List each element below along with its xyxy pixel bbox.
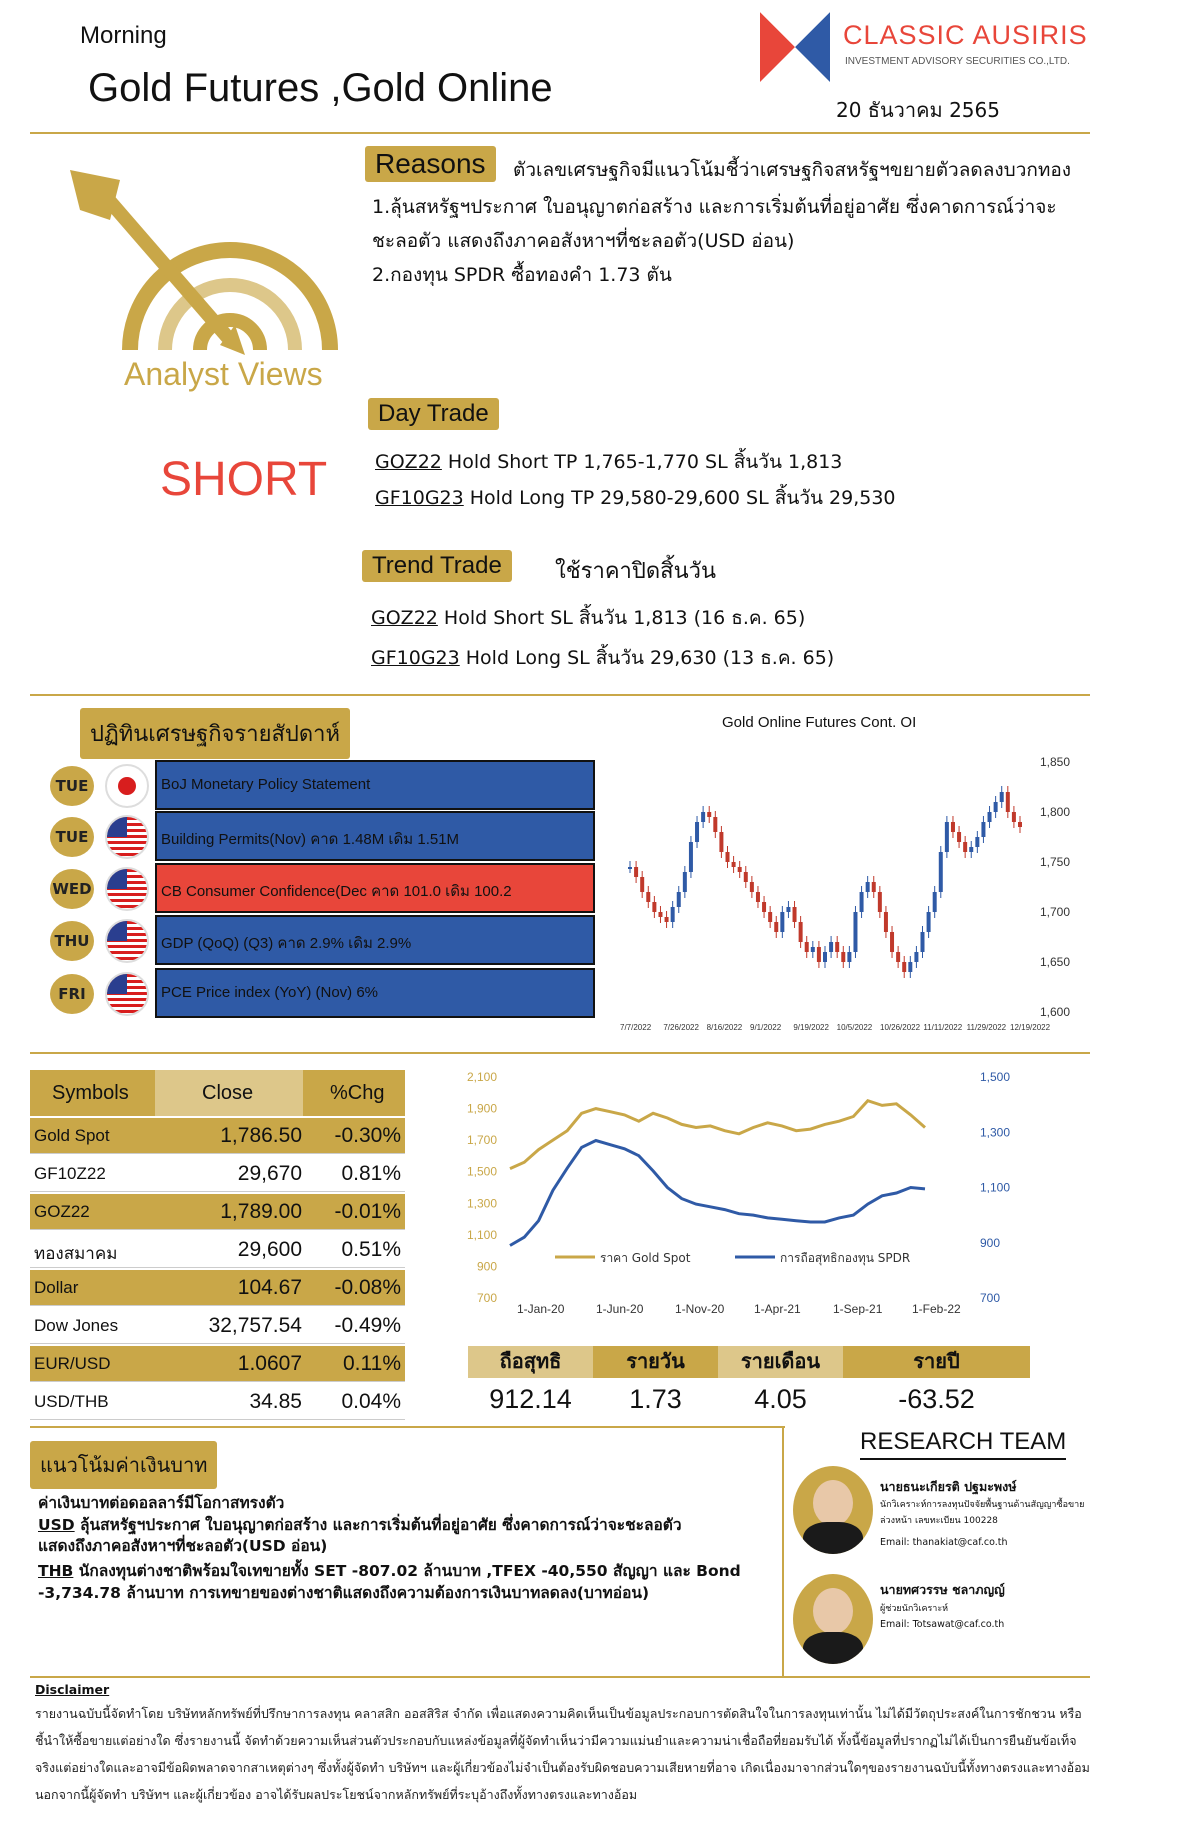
section-divider — [30, 1426, 785, 1428]
candle-body — [634, 867, 638, 877]
calendar-day-badge: TUE — [50, 766, 94, 806]
candle-x-tick: 11/29/2022 — [966, 1023, 1007, 1032]
candle-body — [799, 922, 803, 942]
target-arrow-icon — [60, 150, 360, 390]
day-trade-text: Hold Short TP 1,765-1,770 SL สิ้นวัน 1,813 — [441, 451, 843, 473]
brand-name: CLASSIC AUSIRIS — [843, 20, 1088, 50]
baht-usd-label: USD — [38, 1516, 75, 1534]
left-axis-tick: 1,700 — [466, 1133, 497, 1148]
symbol-cell: EUR/USD — [34, 1354, 111, 1373]
symbol-cell: ทองสมาคม — [34, 1244, 118, 1263]
trend-trade-symbol: GF10G23 — [371, 647, 460, 669]
candle-body — [780, 912, 784, 932]
candle-body — [829, 942, 833, 952]
candle-y-tick: 1,650 — [1040, 955, 1071, 969]
symbol-cell: Gold Spot — [34, 1126, 110, 1145]
candle-body — [707, 812, 711, 817]
symbol-cell: GF10Z22 — [34, 1164, 106, 1183]
baht-thb-text: นักลงทุนต่างชาติพร้อมใจเทขายทั้ง SET -807.02 ล้านบาท ,TFEX -40,550 สัญญา และ Bond — [73, 1562, 741, 1580]
brand-logo — [760, 12, 1120, 82]
table-row — [30, 1346, 405, 1382]
chg-cell: -0.08% — [334, 1276, 401, 1299]
spdr-values — [468, 1380, 1030, 1420]
us-flag-icon — [105, 815, 149, 859]
candle-body — [719, 832, 723, 852]
spdr-header-monthly: รายเดือน — [718, 1346, 843, 1378]
vertical-divider — [782, 1426, 784, 1676]
table-row — [30, 1270, 405, 1306]
x-axis-tick: 1-Jun-20 — [596, 1302, 644, 1315]
reasons-line-2: 1.ลุ้นสหรัฐฯประกาศ ใบอนุญาตก่อสร้าง และการเริ่มต้นที่อยู่อาศัย ซึ่งคาดการณ์ว่าจะ — [372, 196, 1057, 218]
candle-y-tick: 1,800 — [1040, 805, 1071, 819]
candle-body — [981, 822, 985, 837]
candle-body — [945, 822, 949, 852]
candle-body — [628, 867, 632, 869]
candle-body — [793, 907, 797, 922]
candle-body — [695, 822, 699, 842]
candle-body — [732, 862, 736, 867]
trend-trade-text: Hold Short SL สิ้นวัน 1,813 (16 ธ.ค. 65) — [437, 607, 806, 629]
candle-body — [646, 892, 650, 902]
calendar-event-text: Building Permits(Nov) คาด 1.48M เดิม 1.51M — [155, 811, 595, 861]
candle-body — [847, 952, 851, 962]
researcher-name: นายธนะเกียรติ ปฐมะพงษ์ — [880, 1479, 1017, 1494]
candle-body — [957, 832, 961, 842]
calendar-day-badge: WED — [50, 869, 94, 909]
right-axis-tick: 1,500 — [980, 1070, 1011, 1084]
spdr-net-value: 912.14 — [489, 1384, 572, 1414]
candle-body — [860, 892, 864, 912]
brand-logo-icon — [760, 12, 830, 82]
spdr-monthly-value: 4.05 — [754, 1384, 807, 1414]
researcher-email: Email: thanakiat@caf.co.th — [880, 1537, 1008, 1548]
candle-body — [658, 912, 662, 917]
reasons-tag: Reasons — [365, 146, 496, 182]
left-axis-tick: 1,500 — [466, 1164, 497, 1179]
candle-body — [1006, 792, 1010, 812]
calendar-day-badge: TUE — [50, 817, 94, 857]
candle-x-tick: 7/26/2022 — [663, 1023, 699, 1032]
calendar-event-text: CB Consumer Confidence(Dec คาด 101.0 เดิม 100.2 — [155, 863, 595, 913]
close-cell: 29,670 — [237, 1162, 302, 1185]
candle-body — [914, 952, 918, 962]
candle-body — [890, 932, 894, 952]
spdr-header-net: ถือสุทธิ — [468, 1346, 593, 1378]
calendar-event-text: PCE Price index (YoY) (Nov) 6% — [155, 968, 595, 1018]
candle-body — [994, 802, 998, 812]
right-axis-tick: 1,300 — [980, 1125, 1011, 1140]
candle-body — [853, 912, 857, 952]
candle-body — [817, 947, 821, 962]
close-cell: 34.85 — [249, 1390, 302, 1413]
candle-x-tick: 8/16/2022 — [706, 1023, 743, 1032]
candle-body — [884, 912, 888, 932]
candle-body — [689, 842, 693, 872]
trend-trade-symbol: GOZ22 — [371, 607, 438, 629]
close-cell: 29,600 — [237, 1238, 302, 1261]
candle-body — [896, 952, 900, 962]
chg-cell: 0.11% — [343, 1352, 401, 1375]
candle-body — [756, 892, 760, 902]
table-row — [30, 1232, 405, 1268]
baht-line-1: ค่าเงินบาทต่อดอลลาร์มีโอกาสทรงตัว — [38, 1494, 285, 1512]
avatar — [793, 1466, 873, 1554]
baht-tag: แนวโน้มค่าเงินบาท — [30, 1441, 217, 1489]
candle-body — [933, 892, 937, 912]
analyst-view-signal: SHORT — [160, 453, 328, 506]
candle-y-tick: 1,700 — [1040, 905, 1071, 919]
candle-x-tick: 10/5/2022 — [836, 1023, 873, 1032]
candle-body — [774, 922, 778, 932]
legend-label: ราคา Gold Spot — [600, 1251, 691, 1265]
left-axis-tick: 1,100 — [466, 1227, 497, 1242]
calendar-title: ปฏิทินเศรษฐกิจรายสัปดาห์ — [80, 708, 350, 759]
candle-body — [841, 952, 845, 962]
candle-chart-title: Gold Online Futures Cont. OI — [722, 714, 917, 731]
symbol-cell: Dollar — [34, 1278, 79, 1297]
candle-body — [835, 942, 839, 952]
spdr-header-daily: รายวัน — [626, 1351, 685, 1373]
candle-body — [866, 882, 870, 892]
candle-y-tick: 1,750 — [1040, 855, 1071, 869]
candle-body — [951, 822, 955, 832]
calendar-event — [50, 863, 595, 913]
chg-cell: -0.30% — [334, 1124, 401, 1147]
candle-x-tick: 10/26/2022 — [880, 1023, 921, 1032]
spdr-yearly-value: -63.52 — [898, 1384, 975, 1414]
baht-thb-line-2: -3,734.78 ล้านบาท การเทขายของต่างชาติแสดงถึงความต้องการเงินบาทลดลง(บาทอ่อน) — [38, 1584, 650, 1602]
calendar-event — [50, 968, 595, 1018]
day-trade-symbol: GF10G23 — [375, 487, 464, 509]
chg-cell: 0.81% — [341, 1162, 401, 1185]
us-flag-icon — [105, 972, 149, 1016]
table-row — [30, 1194, 405, 1230]
section-divider — [30, 1052, 1090, 1054]
spdr-daily-value: 1.73 — [629, 1384, 682, 1414]
report-date: 20 ธันวาคม 2565 — [836, 98, 1000, 122]
candle-x-tick: 9/1/2022 — [750, 1023, 782, 1032]
candle-body — [921, 932, 925, 952]
candle-body — [750, 882, 754, 892]
left-axis-tick: 700 — [476, 1291, 497, 1305]
session-label: Morning — [80, 22, 167, 49]
candle-body — [1000, 792, 1004, 802]
baht-usd-text: ลุ้นสหรัฐฯประกาศ ใบอนุญาตก่อสร้าง และการเริ่มต้นที่อยู่อาศัย ซึ่งคาดการณ์ว่าจะชะลอตัว — [74, 1516, 682, 1534]
right-axis-tick: 700 — [980, 1291, 1001, 1305]
candle-body — [805, 942, 809, 952]
baht-thb-label: THB — [38, 1562, 74, 1580]
japan-flag-icon — [105, 764, 149, 808]
candle-body — [1018, 822, 1022, 827]
brand-subtitle: INVESTMENT ADVISORY SECURITIES CO.,LTD. — [845, 56, 1070, 67]
chg-cell: 0.51% — [341, 1238, 401, 1261]
candle-body — [902, 962, 906, 972]
symbol-cell: Dow Jones — [34, 1316, 119, 1335]
spdr-header-yearly: รายปี — [913, 1351, 960, 1373]
calendar-event-text: GDP (QoQ) (Q3) คาด 2.9% เดิม 2.9% — [155, 915, 595, 965]
day-trade-tag: Day Trade — [368, 398, 499, 430]
left-axis-tick: 1,900 — [466, 1101, 497, 1116]
research-team-title: RESEARCH TEAM — [860, 1428, 1066, 1460]
section-divider — [30, 1676, 1090, 1678]
candle-chart — [620, 740, 1160, 1070]
candle-body — [738, 867, 742, 872]
candle-body — [726, 852, 730, 862]
candle-x-tick: 11/11/2022 — [923, 1023, 963, 1032]
close-cell: 1.0607 — [237, 1352, 302, 1375]
left-axis-tick: 900 — [476, 1259, 497, 1274]
day-trade-symbol: GOZ22 — [375, 451, 442, 473]
chg-cell: 0.04% — [341, 1390, 401, 1413]
candle-body — [768, 912, 772, 922]
day-trade-text: Hold Long TP 29,580-29,600 SL สิ้นวัน 29,530 — [463, 487, 896, 509]
x-axis-tick: 1-Sep-21 — [833, 1302, 883, 1315]
candle-body — [640, 877, 644, 892]
calendar-event — [50, 915, 595, 965]
trend-trade-tag: Trend Trade — [362, 550, 512, 582]
candle-body — [908, 962, 912, 972]
calendar-day-badge: THU — [50, 921, 94, 961]
x-axis-tick: 1-Jan-20 — [517, 1302, 565, 1315]
left-axis-tick: 1,300 — [466, 1196, 497, 1211]
candle-body — [744, 872, 748, 882]
section-divider — [30, 694, 1090, 696]
reasons-line-4: 2.กองทุน SPDR ซื้อทองคำ 1.73 ตัน — [372, 264, 672, 286]
us-flag-icon — [105, 919, 149, 963]
close-cell: 1,786.50 — [220, 1124, 302, 1147]
candle-body — [652, 902, 656, 912]
candle-body — [939, 852, 943, 892]
table-row — [30, 1156, 405, 1192]
candle-body — [665, 917, 669, 922]
us-flag-icon — [105, 867, 149, 911]
candle-body — [872, 882, 876, 892]
candle-x-tick: 12/19/2022 — [1010, 1023, 1051, 1032]
candle-body — [701, 812, 705, 822]
table-row — [30, 1308, 405, 1344]
page-title: Gold Futures ,Gold Online — [88, 66, 553, 110]
close-cell: 104.67 — [237, 1276, 302, 1299]
spdr-header — [468, 1346, 1030, 1378]
candle-body — [969, 847, 973, 852]
avatar — [793, 1574, 873, 1664]
market-table-header-close: Close — [202, 1082, 254, 1104]
candle-body — [677, 892, 681, 907]
day-trade-item — [375, 483, 896, 513]
trend-trade-item — [371, 603, 805, 633]
candle-y-tick: 1,600 — [1040, 1005, 1071, 1019]
researcher-email: Email: Totsawat@caf.co.th — [880, 1619, 1005, 1630]
candle-body — [927, 912, 931, 932]
market-table-header-chg: %Chg — [330, 1082, 385, 1104]
x-axis-tick: 1-Apr-21 — [754, 1302, 801, 1315]
candle-body — [786, 907, 790, 912]
candle-body — [671, 907, 675, 922]
researcher-role: ผู้ช่วยนักวิเคราะห์ — [880, 1604, 949, 1614]
close-cell: 1,789.00 — [220, 1200, 302, 1223]
calendar-day-badge: FRI — [50, 974, 94, 1014]
market-table-header-symbols: Symbols — [52, 1082, 129, 1104]
gold-spdr-line-chart — [455, 1065, 1055, 1315]
header-divider — [30, 132, 1090, 134]
left-axis-tick: 2,100 — [466, 1070, 497, 1084]
chg-cell: -0.49% — [334, 1314, 401, 1337]
reasons-line-3: ชะลอตัว แสดงถึงภาคอสังหาฯที่ชะลอตัว(USD อ่อน) — [372, 230, 795, 252]
spdr-holdings-line — [510, 1141, 925, 1246]
table-row — [30, 1384, 405, 1420]
baht-usd-line-2: แสดงถึงภาคอสังหาฯที่ชะลอตัว(USD อ่อน) — [38, 1537, 328, 1555]
calendar-event — [50, 811, 595, 861]
disclaimer-text: รายงานฉบับนี้จัดทำโดย บริษัทหลักทรัพย์ที่ปรึกษาการลงทุน คลาสสิก ออสสิริส จำกัด เพื่อแสดงความคิดเห็นเป็นข้อมูลประกอบการตัดสินใจในการลงทุนเท่านั้น ไม่ได้มีวัตถุประสงค์ในการชักชวน หรือชี้นำให้ซื้อขายแต่อย่างใด ซึ่งรายงานนี้ จัดทำด้วยความเห็นส่วนตัวประกอบกับแหล่งข้อมูลที่ผู้จัดทำเห็นว่ามีความแม่นยำและความน่าเชื่อถือที่ยอมรับได้ ทั้งนี้ข้อมูลที่ปรากฏไม่ได้เป็นการยืนยันข้อเท็จจริงแต่อย่างใดและอาจมีข้อผิดพลาดจากสาเหตุต่างๆ ซึ่งทั้งผู้จัดทำ บริษัทฯ และผู้เกี่ยวข้องไม่จำเป็นต้องรับผิดชอบความเสียหายที่อาจ เกิดเนื่องมาจากส่วนใดๆของรายงานฉบับนี้ทั้งทางตรงและทางอ้อม นอกจากนี้ผู้จัดทำ บริษัทฯ และผู้เกี่ยวข้อง อาจได้รับผลประโยชน์จากหลักทรัพย์ที่ระบุอ้างถึงทั้งทางตรงและทางอ้อม — [35, 1706, 1090, 1802]
calendar-event-text: BoJ Monetary Policy Statement — [155, 760, 595, 810]
candle-x-tick: 9/19/2022 — [793, 1023, 829, 1032]
right-axis-tick: 900 — [980, 1235, 1001, 1250]
candle-body — [823, 952, 827, 962]
analyst-views-label: Analyst Views — [124, 356, 323, 392]
trend-trade-note: ใช้ราคาปิดสิ้นวัน — [555, 559, 717, 584]
calendar-event — [50, 760, 595, 810]
candle-body — [713, 817, 717, 832]
close-cell: 32,757.54 — [208, 1314, 302, 1337]
researcher-role: นักวิเคราะห์การลงทุนปัจจัยพื้นฐานด้านสัญญาซื้อขายล่วงหน้า เลขทะเบียน 100228 — [880, 1500, 1085, 1526]
trend-trade-text: Hold Long SL สิ้นวัน 29,630 (13 ธ.ค. 65) — [459, 647, 835, 669]
market-table-header — [30, 1070, 405, 1116]
candle-body — [762, 902, 766, 912]
symbol-cell: GOZ22 — [34, 1202, 90, 1221]
chg-cell: -0.01% — [334, 1200, 401, 1223]
right-axis-tick: 1,100 — [980, 1180, 1011, 1195]
x-axis-tick: 1-Feb-22 — [912, 1302, 961, 1315]
researcher-name: นายทศวรรษ ชลาภญญ์ — [880, 1582, 1005, 1597]
candle-body — [963, 842, 967, 852]
table-row — [30, 1118, 405, 1154]
candle-body — [878, 892, 882, 912]
day-trade-item — [375, 447, 842, 477]
reasons-line-1: ตัวเลขเศรษฐกิจมีแนวโน้มชี้ว่าเศรษฐกิจสหรัฐฯขยายตัวลดลงบวกทอง — [513, 159, 1072, 181]
legend-label: การถือสุทธิกองทุน SPDR — [780, 1251, 911, 1265]
x-axis-tick: 1-Nov-20 — [675, 1302, 725, 1315]
candle-body — [1012, 812, 1016, 822]
candle-body — [975, 837, 979, 847]
symbol-cell: USD/THB — [34, 1392, 109, 1411]
candle-body — [683, 872, 687, 892]
candle-y-tick: 1,850 — [1040, 755, 1071, 769]
candle-body — [988, 812, 992, 822]
trend-trade-item — [371, 643, 834, 673]
candle-body — [811, 947, 815, 952]
disclaimer-title: Disclaimer — [35, 1682, 110, 1697]
candle-x-tick: 7/7/2022 — [620, 1023, 652, 1032]
